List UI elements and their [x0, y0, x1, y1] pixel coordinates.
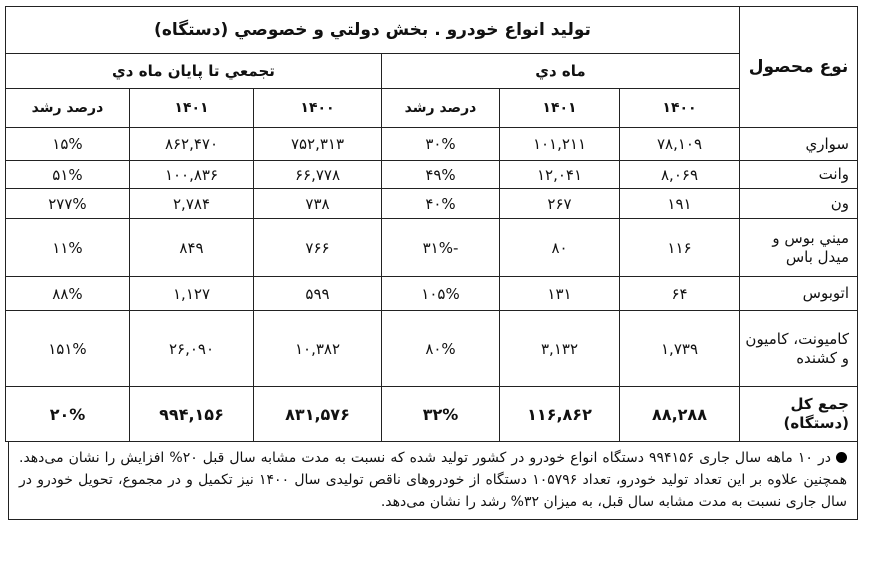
cumulative-1400-value: ۷۶۶ — [254, 219, 382, 277]
total-cumulative-1401: ۹۹۴,۱۵۶ — [130, 387, 254, 442]
col-header-month-growth: درصد رشد — [382, 89, 500, 128]
month-growth-value: ۴۹% — [382, 161, 500, 189]
product-name: ون — [740, 189, 858, 219]
footnote — [8, 442, 858, 520]
month-growth-value: -۳۱% — [382, 219, 500, 277]
month-1400-value: ۱۹۱ — [620, 189, 740, 219]
cumulative-1400-value: ۷۵۲,۳۱۳ — [254, 128, 382, 161]
month-1400-value: ۸,۰۶۹ — [620, 161, 740, 189]
product-name: ميني بوس و ميدل باس — [740, 219, 858, 277]
cumulative-1400-value: ۷۳۸ — [254, 189, 382, 219]
month-1400-value: ۷۸,۱۰۹ — [620, 128, 740, 161]
total-month-1400: ۸۸,۲۸۸ — [620, 387, 740, 442]
cumulative-1401-value: ۱۰۰,۸۳۶ — [130, 161, 254, 189]
month-1401-value: ۳,۱۳۲ — [500, 311, 620, 387]
footnote-text: در ۱۰ ماهه سال جاری ۹۹۴۱۵۶ دستگاه انواع خودرو در كشور توليد شده كه نسبت به مدت مشابه سال قبل ۲۰% افزايش را نشان می‌دهد. همچنين علاوه بر اين تعداد توليد خودرو، تعداد ۱۰۵۷۹۶ دستگاه از خودروهای ناقص توليدی سال ۱۴۰۰ نيز تكميل و در مجموع، تحويل خودرو در سال جاری نسبت به مدت مشابه سال قبل، به ميزان ۳۲% رشد را نشان می‌دهد. — [19, 450, 848, 510]
month-1401-value: ۸۰ — [500, 219, 620, 277]
table-row — [5, 161, 857, 189]
month-1400-value: ۶۴ — [620, 277, 740, 311]
month-1400-value: ۱,۷۳۹ — [620, 311, 740, 387]
month-growth-value: ۴۰% — [382, 189, 500, 219]
bullet-icon — [836, 452, 847, 463]
table-row — [5, 219, 857, 277]
month-1401-value: ۲۶۷ — [500, 189, 620, 219]
cumulative-growth-value: ۱۱% — [5, 219, 129, 277]
table-title: توليد انواع خودرو . بخش دولتي و خصوصي (دستگاه) — [5, 7, 739, 54]
month-1401-value: ۱۲,۰۴۱ — [500, 161, 620, 189]
col-header-month-1401: ۱۴۰۱ — [500, 89, 620, 128]
month-growth-value: ۱۰۵% — [382, 277, 500, 311]
total-row — [5, 387, 857, 442]
total-cumulative-growth: ۲۰% — [5, 387, 129, 442]
cumulative-growth-value: ۸۸% — [5, 277, 129, 311]
month-1400-value: ۱۱۶ — [620, 219, 740, 277]
production-table — [5, 6, 858, 442]
total-month-growth: ۳۲% — [382, 387, 500, 442]
total-label: جمع كل (دستگاه) — [740, 387, 858, 442]
product-name: وانت — [740, 161, 858, 189]
group-header-cumulative: تجمعي تا پايان ماه دي — [5, 54, 381, 89]
table-row — [5, 128, 857, 161]
col-header-cumulative-1401: ۱۴۰۱ — [130, 89, 254, 128]
production-report — [6, 6, 858, 520]
cumulative-1401-value: ۲۶,۰۹۰ — [130, 311, 254, 387]
group-header-month: ماه دي — [382, 54, 740, 89]
total-cumulative-1400: ۸۳۱,۵۷۶ — [254, 387, 382, 442]
product-name: سواري — [740, 128, 858, 161]
cumulative-1401-value: ۱,۱۲۷ — [130, 277, 254, 311]
cumulative-growth-value: ۲۷۷% — [5, 189, 129, 219]
month-1401-value: ۱۰۱,۲۱۱ — [500, 128, 620, 161]
product-name: كاميونت، كاميون و كشنده — [740, 311, 858, 387]
product-name: اتوبوس — [740, 277, 858, 311]
cumulative-growth-value: ۱۵% — [5, 128, 129, 161]
month-1401-value: ۱۳۱ — [500, 277, 620, 311]
month-growth-value: ۸۰% — [382, 311, 500, 387]
cumulative-1400-value: ۱۰,۳۸۲ — [254, 311, 382, 387]
cumulative-growth-value: ۱۵۱% — [5, 311, 129, 387]
cumulative-1401-value: ۸۴۹ — [130, 219, 254, 277]
col-header-cumulative-growth: درصد رشد — [5, 89, 129, 128]
table-row — [5, 277, 857, 311]
table-row — [5, 311, 857, 387]
col-header-month-1400: ۱۴۰۰ — [620, 89, 740, 128]
cumulative-growth-value: ۵۱% — [5, 161, 129, 189]
cumulative-1401-value: ۲,۷۸۴ — [130, 189, 254, 219]
cumulative-1400-value: ۶۶,۷۷۸ — [254, 161, 382, 189]
col-header-cumulative-1400: ۱۴۰۰ — [254, 89, 382, 128]
product-type-header: نوع محصول — [740, 7, 858, 128]
month-growth-value: ۳۰% — [382, 128, 500, 161]
cumulative-1400-value: ۵۹۹ — [254, 277, 382, 311]
total-month-1401: ۱۱۶,۸۶۲ — [500, 387, 620, 442]
table-row — [5, 189, 857, 219]
cumulative-1401-value: ۸۶۲,۴۷۰ — [130, 128, 254, 161]
